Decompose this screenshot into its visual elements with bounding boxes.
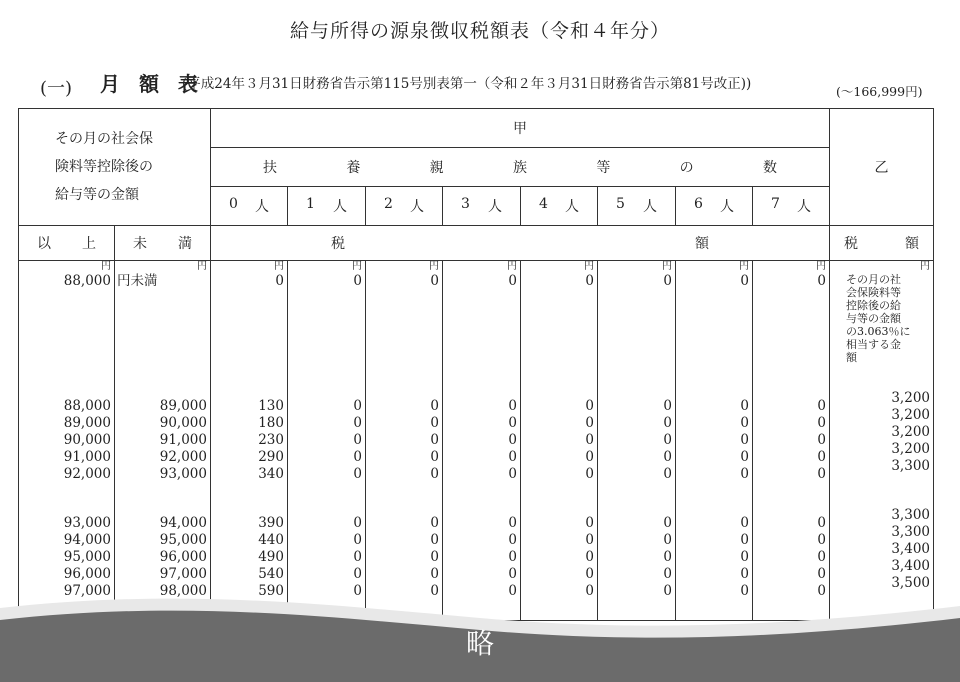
row-value: 95,000 (63, 549, 111, 565)
row-value: 130 (258, 398, 284, 414)
count-unit: 人 (488, 199, 502, 215)
row-value: 0 (585, 398, 594, 414)
count-unit: 人 (410, 199, 424, 215)
row-value: 0 (817, 532, 826, 548)
row-value: 90,000 (159, 415, 207, 431)
first-row-value: 0 (585, 273, 594, 289)
count-unit: 人 (720, 199, 734, 215)
row-value: 0 (817, 549, 826, 565)
row-value: 0 (817, 566, 826, 582)
row-value: 3,300 (891, 507, 930, 523)
first-row-value: 0 (353, 273, 362, 289)
row-value: 90,000 (63, 432, 111, 448)
row-value: 0 (585, 449, 594, 465)
row-value: 0 (353, 415, 362, 431)
ko-column-3 (443, 261, 521, 621)
row-value: 0 (663, 398, 672, 414)
below-header: 未 満 (115, 226, 211, 261)
row-value: 0 (430, 549, 439, 565)
withholding-tax-table (18, 108, 934, 621)
dependent-count-7 (753, 187, 830, 226)
dependents-label-char: 扶 (263, 160, 277, 176)
otsu-note-line: 与等の金額 (846, 312, 901, 325)
row-value: 0 (430, 466, 439, 482)
dependents-label-char: 等 (596, 160, 611, 176)
row-value: 0 (817, 515, 826, 531)
dependents-label-char: 数 (762, 160, 777, 176)
unit-label: 円 (662, 261, 672, 272)
otsu-note-line: 会保険料等 (846, 286, 901, 299)
row-value: 0 (585, 549, 594, 565)
row-value: 0 (585, 532, 594, 548)
row-value: 91,000 (63, 449, 111, 465)
above-column (19, 261, 115, 621)
row-value: 0 (430, 532, 439, 548)
dependent-count-4 (521, 187, 598, 226)
otsu-note-line: 額 (846, 351, 857, 364)
row-value: 0 (740, 532, 749, 548)
below-column (115, 261, 211, 621)
row-value: 290 (258, 449, 284, 465)
row-value: 0 (508, 398, 517, 414)
first-row-value: 0 (275, 273, 284, 289)
row-value: 440 (258, 532, 284, 548)
row-value: 3,400 (891, 558, 930, 574)
amount-header: その月の社会保 険料等控除後の 給与等の金額 (19, 109, 211, 226)
tax-amount-header: 税 額 (211, 226, 830, 261)
row-value: 0 (430, 566, 439, 582)
row-value: 0 (353, 583, 362, 599)
ko-column-1 (288, 261, 366, 621)
section-range: (〜166,999円) (836, 84, 923, 99)
row-value: 0 (740, 583, 749, 599)
otsu-note-line: の3.063％に (846, 325, 911, 338)
dependents-label-char: 親 (429, 160, 444, 176)
row-value: 98,000 (159, 583, 207, 599)
row-value: 0 (585, 583, 594, 599)
row-value: 97,000 (159, 566, 207, 582)
row-value: 0 (740, 549, 749, 565)
count-unit: 人 (333, 199, 347, 215)
row-value: 0 (430, 515, 439, 531)
count-unit: 人 (565, 199, 579, 215)
row-value: 0 (353, 466, 362, 482)
otsu-note-line: その月の社 (846, 273, 901, 286)
row-value: 0 (508, 515, 517, 531)
row-value: 88,000 (63, 398, 111, 414)
ko-header: 甲 (211, 109, 830, 148)
row-value: 540 (258, 566, 284, 582)
row-value: 490 (258, 549, 284, 565)
dependent-count-3 (443, 187, 521, 226)
row-value: 3,200 (891, 407, 930, 423)
count-number: 4 (539, 196, 548, 212)
ko-column-2 (366, 261, 443, 621)
unit-label: 円 (739, 261, 749, 272)
first-row-value: 0 (740, 273, 749, 289)
first-row-value: 0 (508, 273, 517, 289)
row-value: 96,000 (63, 566, 111, 582)
row-value: 0 (353, 449, 362, 465)
count-unit: 人 (643, 199, 657, 215)
count-number: 5 (616, 196, 625, 212)
ko-column-6 (676, 261, 753, 621)
row-value: 0 (508, 566, 517, 582)
ko-column-4 (521, 261, 598, 621)
row-value: 3,300 (891, 458, 930, 474)
row-value: 89,000 (63, 415, 111, 431)
count-number: 1 (306, 196, 315, 212)
row-value: 95,000 (159, 532, 207, 548)
row-value: 0 (430, 415, 439, 431)
row-value: 93,000 (159, 466, 207, 482)
row-value: 93,000 (63, 515, 111, 531)
otsu-note-line: 相当する金 (846, 338, 901, 351)
row-value: 0 (508, 583, 517, 599)
first-row-value: 88,000 (63, 273, 111, 289)
row-value: 96,000 (159, 549, 207, 565)
row-value: 0 (817, 449, 826, 465)
unit-label: 円 (816, 261, 826, 272)
row-value: 0 (353, 532, 362, 548)
row-value: 0 (663, 532, 672, 548)
section-name: 月 額 表 (100, 72, 204, 96)
row-value: 390 (258, 515, 284, 531)
section-reference: (平成24年３月31日財務省告示第115号別表第一（令和２年３月31日財務省告示第81号改正)) (182, 76, 752, 92)
row-value: 0 (740, 466, 749, 482)
dependent-count-2 (366, 187, 443, 226)
row-value: 0 (585, 515, 594, 531)
unit-label: 円 (920, 261, 930, 272)
row-value: 3,200 (891, 424, 930, 440)
unit-label: 円 (274, 261, 284, 272)
section-number: (一) (40, 78, 73, 99)
unit-label: 円 (507, 261, 517, 272)
row-value: 0 (740, 515, 749, 531)
document-title: 給与所得の源泉徴収税額表（令和４年分） (289, 20, 670, 42)
row-value: 0 (817, 432, 826, 448)
row-value: 0 (740, 449, 749, 465)
row-value: 0 (508, 415, 517, 431)
count-number: 3 (461, 196, 470, 212)
row-value: 94,000 (63, 532, 111, 548)
dependent-count-6 (676, 187, 753, 226)
row-value: 0 (817, 583, 826, 599)
ko-column-0 (211, 261, 288, 621)
row-value: 340 (258, 466, 284, 482)
row-value: 0 (663, 566, 672, 582)
row-value: 0 (430, 432, 439, 448)
row-value: 0 (585, 466, 594, 482)
dependent-count-1 (288, 187, 366, 226)
row-value: 0 (508, 549, 517, 565)
row-value: 3,300 (891, 524, 930, 540)
omission-label: 略 (465, 627, 494, 660)
unit-label: 円 (101, 261, 111, 272)
row-value: 0 (508, 532, 517, 548)
row-value: 0 (353, 515, 362, 531)
row-value: 0 (663, 549, 672, 565)
dependents-label-char: 族 (512, 160, 527, 176)
row-value: 0 (353, 549, 362, 565)
otsu-tax-header: 税 額 (830, 226, 934, 261)
row-value: 0 (663, 466, 672, 482)
unit-label: 円 (197, 261, 207, 272)
count-unit: 人 (797, 199, 811, 215)
row-value: 0 (817, 398, 826, 414)
unit-label: 円 (352, 261, 362, 272)
row-value: 0 (430, 583, 439, 599)
dependent-count-0 (211, 187, 288, 226)
row-value: 0 (585, 432, 594, 448)
unit-label: 円 (429, 261, 439, 272)
otsu-note-line: 控除後の給 (846, 299, 901, 312)
row-value: 3,200 (891, 441, 930, 457)
row-value: 0 (508, 432, 517, 448)
row-value: 91,000 (159, 432, 207, 448)
row-value: 92,000 (159, 449, 207, 465)
row-value: 0 (430, 449, 439, 465)
first-row-value: 0 (430, 273, 439, 289)
row-value: 0 (663, 449, 672, 465)
row-value: 0 (353, 432, 362, 448)
row-value: 230 (258, 432, 284, 448)
row-value: 0 (353, 566, 362, 582)
count-unit: 人 (255, 199, 269, 215)
row-value: 0 (663, 583, 672, 599)
row-value: 0 (663, 432, 672, 448)
row-value: 0 (663, 415, 672, 431)
count-number: 0 (229, 196, 238, 212)
row-value: 3,200 (891, 390, 930, 406)
first-row-value: 0 (817, 273, 826, 289)
ko-column-5 (598, 261, 676, 621)
row-value: 94,000 (159, 515, 207, 531)
count-number: 2 (384, 196, 393, 212)
row-value: 0 (508, 466, 517, 482)
first-row-value: 0 (663, 273, 672, 289)
row-value: 0 (585, 415, 594, 431)
row-value: 0 (585, 566, 594, 582)
dependents-label-char: 養 (346, 160, 361, 176)
dependent-count-5 (598, 187, 676, 226)
row-value: 0 (663, 515, 672, 531)
unit-label: 円 (584, 261, 594, 272)
row-value: 3,500 (891, 575, 930, 591)
count-number: 6 (694, 196, 703, 212)
row-value: 0 (817, 415, 826, 431)
above-header: 以 上 (19, 226, 115, 261)
row-value: 3,400 (891, 541, 930, 557)
row-value: 0 (817, 466, 826, 482)
row-value: 89,000 (159, 398, 207, 414)
row-value: 590 (258, 583, 284, 599)
row-value: 92,000 (63, 466, 111, 482)
row-value: 0 (740, 398, 749, 414)
row-value: 0 (740, 432, 749, 448)
row-value: 97,000 (63, 583, 111, 599)
row-value: 0 (353, 398, 362, 414)
dependents-label-char: の (679, 160, 694, 176)
ko-column-7 (753, 261, 830, 621)
row-value: 0 (430, 398, 439, 414)
dependents-header (211, 148, 830, 187)
otsu-header: 乙 (830, 109, 934, 226)
row-value: 180 (258, 415, 284, 431)
count-number: 7 (771, 196, 780, 212)
row-value: 0 (740, 566, 749, 582)
row-value: 0 (740, 415, 749, 431)
otsu-column (830, 261, 934, 621)
row-value: 0 (508, 449, 517, 465)
first-row-note: 円未満 (117, 273, 158, 289)
